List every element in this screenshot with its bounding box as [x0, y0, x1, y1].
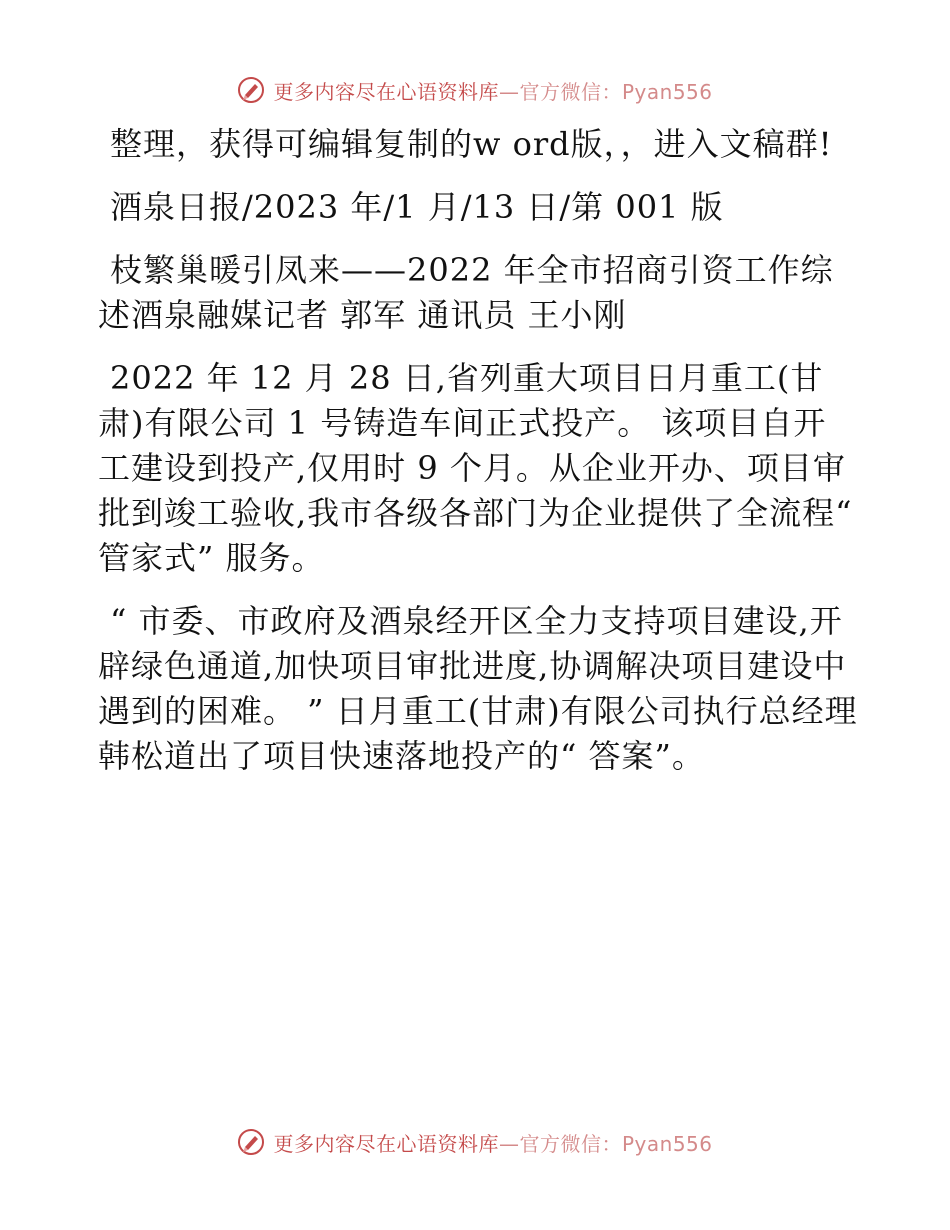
document-body	[98, 122, 858, 797]
watermark-id: Pyan556	[621, 79, 713, 104]
source-line: 酒泉日报/2023 年/1 月/13 日/第 001 版	[110, 188, 724, 226]
body-paragraph-2: “ 市委、市政府及酒泉经开区全力支持项目建设,开辟绿色通道,加快项目审批进度,协调解决项目建设中遇到的困难。 ” 日月重工(甘肃)有限公司执行总经理韩松道出了项目快速落地投产的“ 答案”。	[98, 602, 858, 775]
body-paragraph-1: 2022 年 12 月 28 日,省列重大项目日月重工(甘肃)有限公司 1 号铸造车间正式投产。 该项目自开工建设到投产,仅用时 9 个月。从企业开办、项目审批到竣工验收,我市各级各部门为企业提供了全流程“ 管家式” 服务。	[98, 359, 853, 577]
watermark-main: 更多内容尽在心语资料库	[273, 1131, 499, 1156]
header-watermark	[0, 70, 950, 110]
pen-logo-icon	[237, 1128, 265, 1156]
intro-paragraph: 整理，获得可编辑复制的w ord版，，进入文稿群!	[110, 125, 833, 163]
pen-logo-icon	[237, 76, 265, 104]
title-byline: 枝繁巢暖引凤来——2022 年全市招商引资工作综述酒泉融媒记者 郭军 通讯员 王小刚	[98, 251, 834, 334]
watermark-dash: —官方微信：	[498, 1131, 622, 1156]
watermark-text	[273, 76, 712, 105]
watermark-id: Pyan556	[621, 1131, 713, 1156]
watermark-text	[273, 1128, 712, 1157]
footer-watermark	[0, 1122, 950, 1162]
watermark-dash: —官方微信：	[498, 79, 622, 104]
watermark-main: 更多内容尽在心语资料库	[273, 79, 499, 104]
